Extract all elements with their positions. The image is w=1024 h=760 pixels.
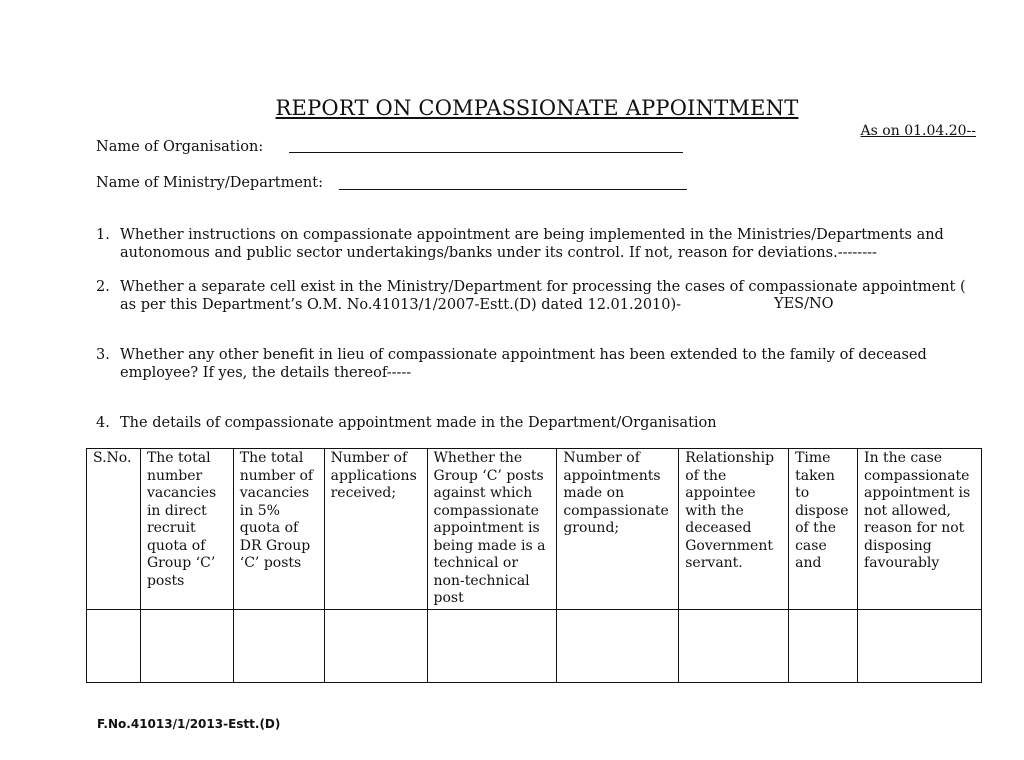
table-cell <box>140 609 233 682</box>
question-text: Whether a separate cell exist in the Ministry/Department for processing the cases of compassionate appointment ( as per this Department’s O.M. No.41013/1/2007-Estt.(D) dated 12.01.2010)- <box>120 279 966 313</box>
question-1 <box>96 227 986 262</box>
question-number: 4. <box>96 415 110 431</box>
question-text: Whether instructions on compassionate appointment are being implemented in the Ministries/Departments and autonomous and public sector undertakings/banks under its control. If not, reason for deviations.-------- <box>120 227 944 261</box>
table-cell <box>557 609 679 682</box>
question-4 <box>96 415 986 433</box>
header-appointments-made: Number of appointments made on compassionate ground; <box>557 449 679 610</box>
header-total-vacancies-direct-recruit: The total number vacancies in direct recruit quota of Group ‘C’ posts <box>140 449 233 610</box>
as-on-date: As on 01.04.20-- <box>860 123 976 139</box>
question-text: Whether any other benefit in lieu of compassionate appointment has been extended to the family of deceased employee? If yes, the details thereof----- <box>120 347 927 381</box>
question-number: 2. <box>96 279 110 295</box>
table-cell <box>427 609 557 682</box>
table-cell <box>324 609 427 682</box>
header-reason-not-disposing: In the case compassionate appointment is not allowed, reason for not disposing favourably <box>858 449 982 610</box>
page-title: REPORT ON COMPASSIONATE APPOINTMENT <box>275 96 799 120</box>
table-cell <box>87 609 141 682</box>
details-table <box>86 448 982 683</box>
header-sno: S.No. <box>87 449 141 610</box>
table-cell <box>679 609 789 682</box>
header-relationship: Relationship of the appointee with the deceased Government servant. <box>679 449 789 610</box>
table-header-row <box>87 449 982 610</box>
ministry-label: Name of Ministry/Department: <box>96 175 323 191</box>
question-text: The details of compassionate appointment made in the Department/Organisation <box>120 415 717 431</box>
table-cell <box>789 609 858 682</box>
question-3 <box>96 347 986 382</box>
question-number: 1. <box>96 227 110 243</box>
table-cell <box>233 609 324 682</box>
organisation-label: Name of Organisation: <box>96 139 264 155</box>
file-number-footer: F.No.41013/1/2013-Estt.(D) <box>97 717 281 731</box>
question-2 <box>96 279 986 314</box>
header-time-taken: Time taken to dispose of the case and <box>789 449 858 610</box>
table-cell <box>858 609 982 682</box>
header-technical-or-non-technical: Whether the Group ‘C’ posts against which compassionate appointment is being made is a technical or non-technical post <box>427 449 557 610</box>
header-vacancies-5-percent-quota: The total number of vacancies in 5% quota of DR Group ‘C’ posts <box>233 449 324 610</box>
yes-no-option: YES/NO <box>774 296 834 312</box>
ministry-blank-line <box>339 189 687 190</box>
question-number: 3. <box>96 347 110 363</box>
table-row <box>87 609 982 682</box>
header-applications-received: Number of applications received; <box>324 449 427 610</box>
organisation-blank-line <box>289 152 683 153</box>
